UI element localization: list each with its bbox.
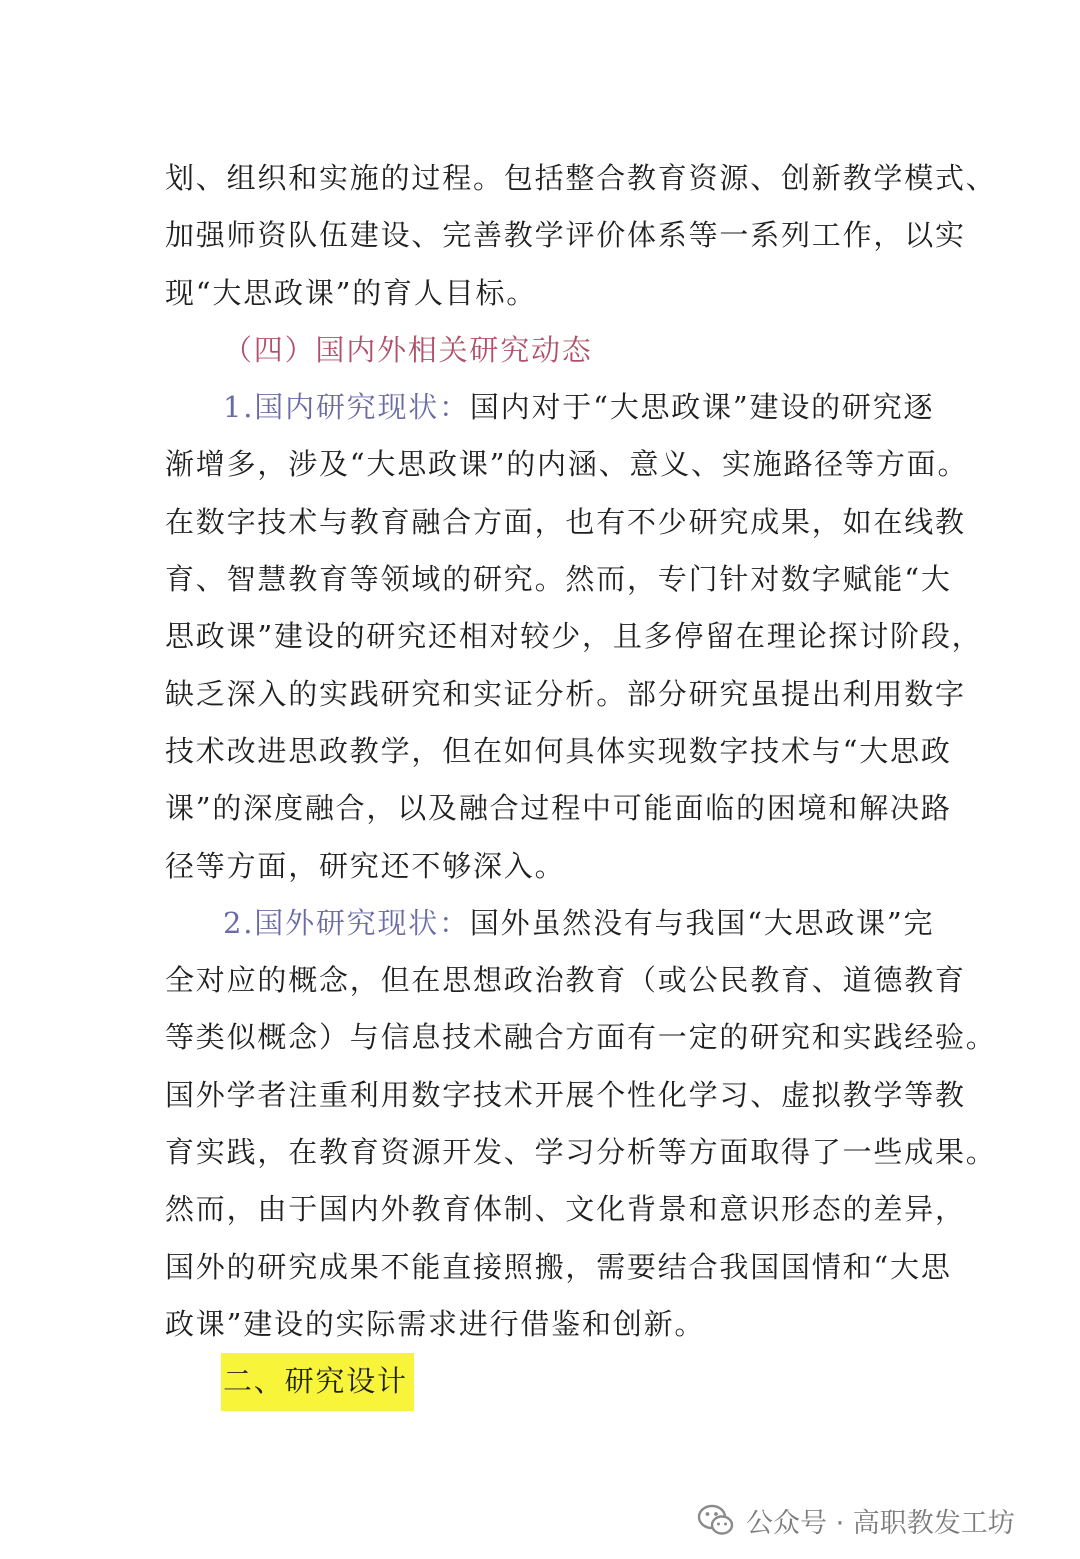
- paragraph-line: 课”的深度融合，以及融合过程中可能面临的困境和解决路: [165, 791, 952, 826]
- paragraph-line: 径等方面，研究还不够深入。: [165, 848, 566, 883]
- paragraph-line: 划、组织和实施的过程。包括整合教育资源、创新教学模式、: [165, 161, 997, 195]
- paragraph-line: 现“大思政课”的育人目标。: [165, 275, 538, 310]
- paragraph-line: 国外的研究成果不能直接照搬，需要结合我国国情和“大思: [165, 1249, 952, 1284]
- domestic-first-text: 国内对于“大思政课”建设的研究逐: [469, 390, 935, 425]
- wechat-icon: [696, 1500, 736, 1540]
- paragraph-line: 政课”建设的实际需求进行借鉴和创新。: [165, 1306, 706, 1341]
- document-body: [165, 150, 997, 1411]
- foreign-label: 2.国外研究现状：: [223, 905, 470, 940]
- foreign-first-text: 国外虽然没有与我国“大思政课”完: [469, 905, 935, 940]
- paragraph-line: 渐增多，涉及“大思政课”的内涵、意义、实施路径等方面。: [165, 447, 969, 482]
- paragraph-line: 然而，由于国内外教育体制、文化背景和意识形态的差异，: [165, 1192, 966, 1227]
- foreign-first-line: [165, 895, 935, 952]
- paragraph-line: 育实践，在教育资源开发、学习分析等方面取得了一些成果。: [165, 1135, 997, 1170]
- paragraph-line: 等类似概念）与信息技术融合方面有一定的研究和实践经验。: [165, 1020, 997, 1055]
- domestic-first-line: [165, 379, 935, 436]
- watermark: [696, 1500, 1015, 1540]
- domestic-label: 1.国内研究现状：: [223, 390, 470, 425]
- subsection-heading: （四）国内外相关研究动态: [223, 332, 593, 367]
- paragraph-line: 在数字技术与教育融合方面，也有不少研究成果，如在线教: [165, 504, 966, 539]
- paragraph-line: 国外学者注重利用数字技术开展个性化学习、虚拟教学等教: [165, 1077, 966, 1112]
- paragraph-line: 育、智慧教育等领域的研究。然而，专门针对数字赋能“大: [165, 562, 952, 597]
- paragraph-line: 全对应的概念，但在思想政治教育（或公民教育、道德教育: [165, 963, 966, 998]
- paragraph-line: 技术改进思政教学，但在如何具体实现数字技术与“大思政: [165, 733, 952, 768]
- section-heading-line: [165, 1353, 925, 1410]
- paragraph-line: 缺乏深入的实践研究和实证分析。部分研究虽提出利用数字: [165, 676, 966, 711]
- paragraph-line: 思政课”建设的研究还相对较少，且多停留在理论探讨阶段，: [165, 619, 983, 654]
- paragraph-line: 加强师资队伍建设、完善教学评价体系等一系列工作，以实: [165, 218, 966, 253]
- section-heading: 二、研究设计: [221, 1353, 414, 1410]
- watermark-text: 公众号 · 高职教发工坊: [746, 1507, 1015, 1539]
